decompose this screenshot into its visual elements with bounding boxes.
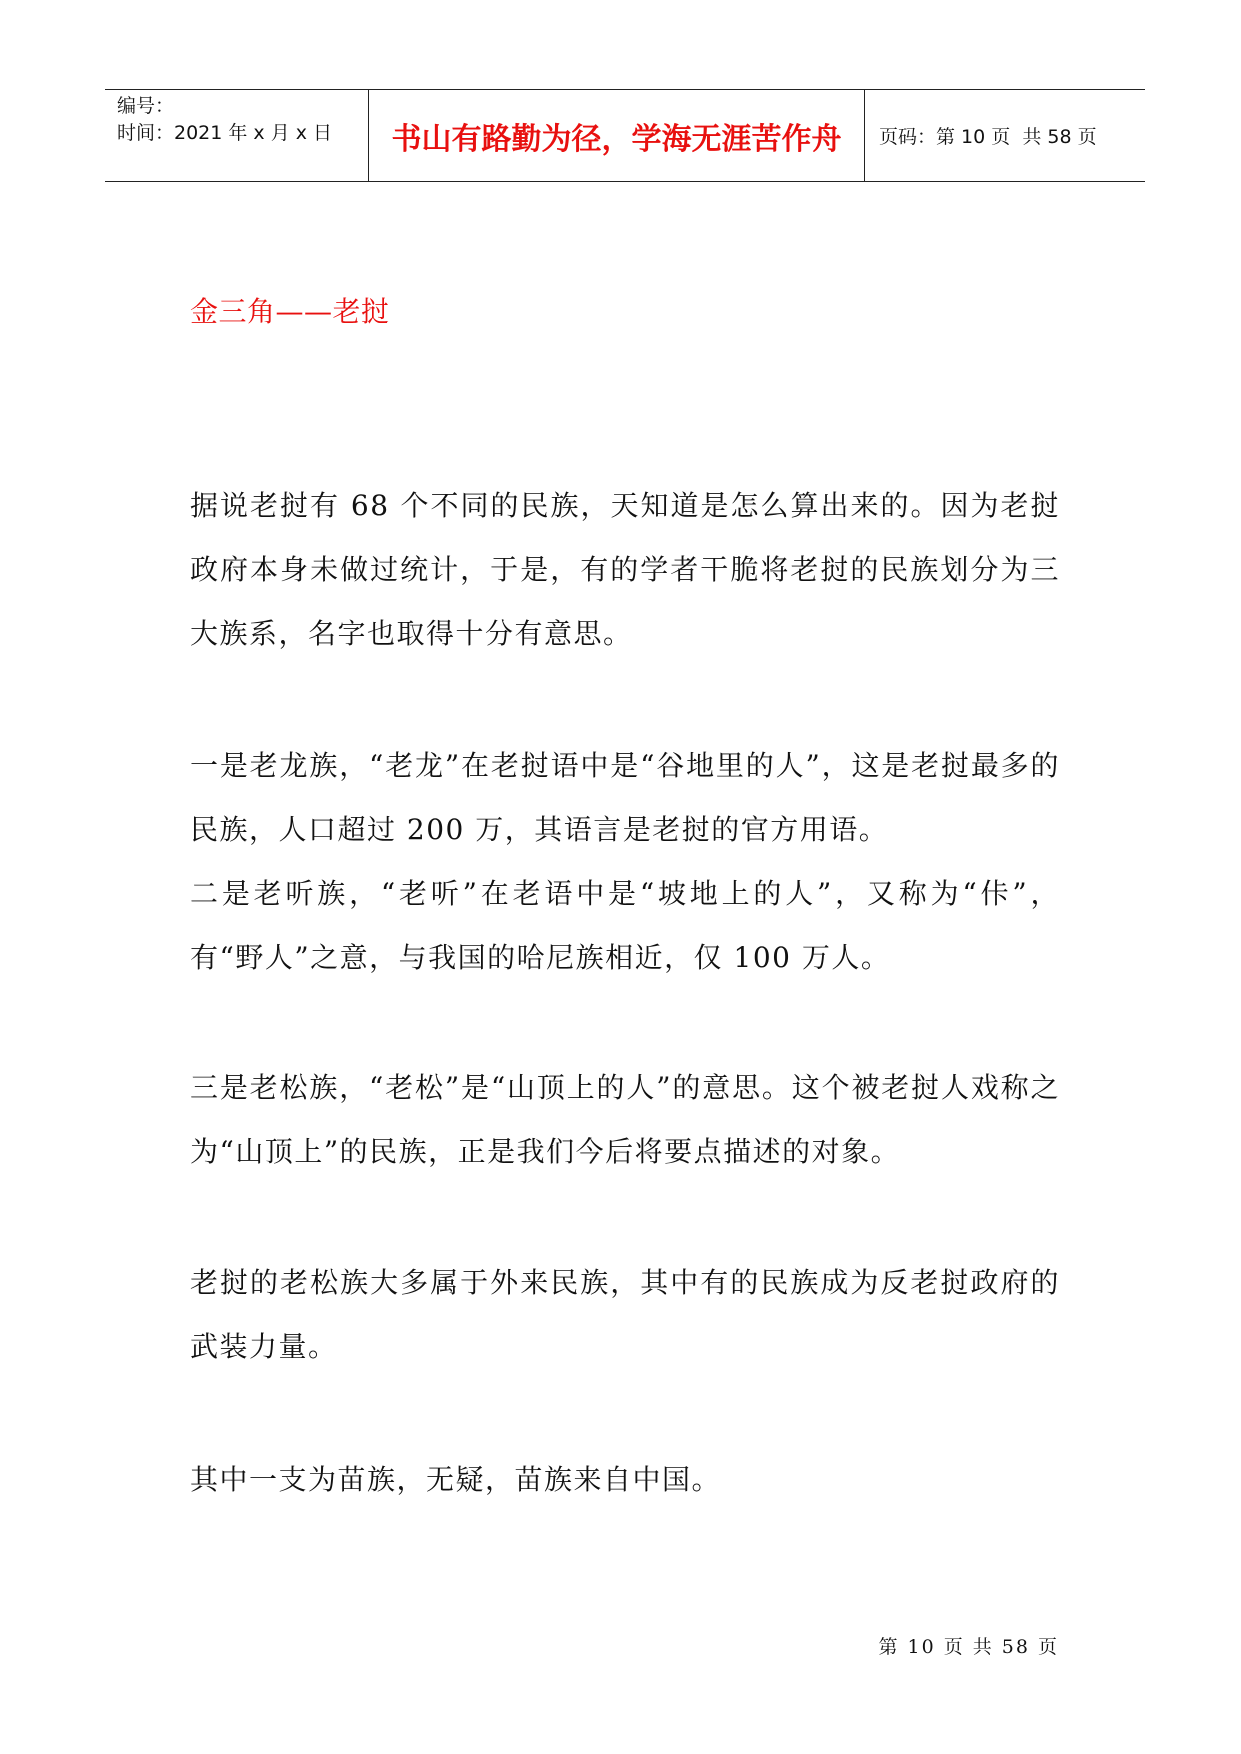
header-motto: 书山有路勤为径，学海无涯苦作舟	[369, 90, 865, 181]
document-number-label: 编号：	[117, 95, 175, 117]
page-header	[105, 89, 1145, 182]
paragraph-3: 三是老松族，“老松”是“山顶上的人”的意思。这个被老挝人戏称之为“山顶上”的民族，正是我们今后将要点描述的对象。	[190, 1071, 1060, 1168]
paragraph-2: 一是老龙族，“老龙”在老挝语中是“谷地里的人”，这是老挝最多的民族，人口超过 200 万，其语言是老挝的官方用语。 二是老听族，“老听”在老语中是“坡地上的人”，又称为“佧”，有“野人”之意，与我国的哈尼族相近，仅 100 万人。	[190, 749, 1060, 974]
header-page-label: 页码：第 10 页 共 58 页	[879, 126, 1097, 148]
page-footer-number: 第 10 页 共 58 页	[878, 1636, 1059, 1658]
header-page-info	[865, 90, 1145, 181]
document-time-label: 时间：2021 年 x 月 x 日	[117, 122, 333, 144]
header-meta	[105, 90, 369, 181]
document-title: 金三角——老挝	[190, 295, 390, 328]
paragraph-5: 其中一支为苗族，无疑，苗族来自中国。	[190, 1463, 722, 1496]
paragraph-4: 老挝的老松族大多属于外来民族，其中有的民族成为反老挝政府的武装力量。	[190, 1266, 1060, 1363]
paragraph-1: 据说老挝有 68 个不同的民族，天知道是怎么算出来的。因为老挝政府本身未做过统计，于是，有的学者干脆将老挝的民族划分为三大族系，名字也取得十分有意思。	[190, 489, 1060, 650]
